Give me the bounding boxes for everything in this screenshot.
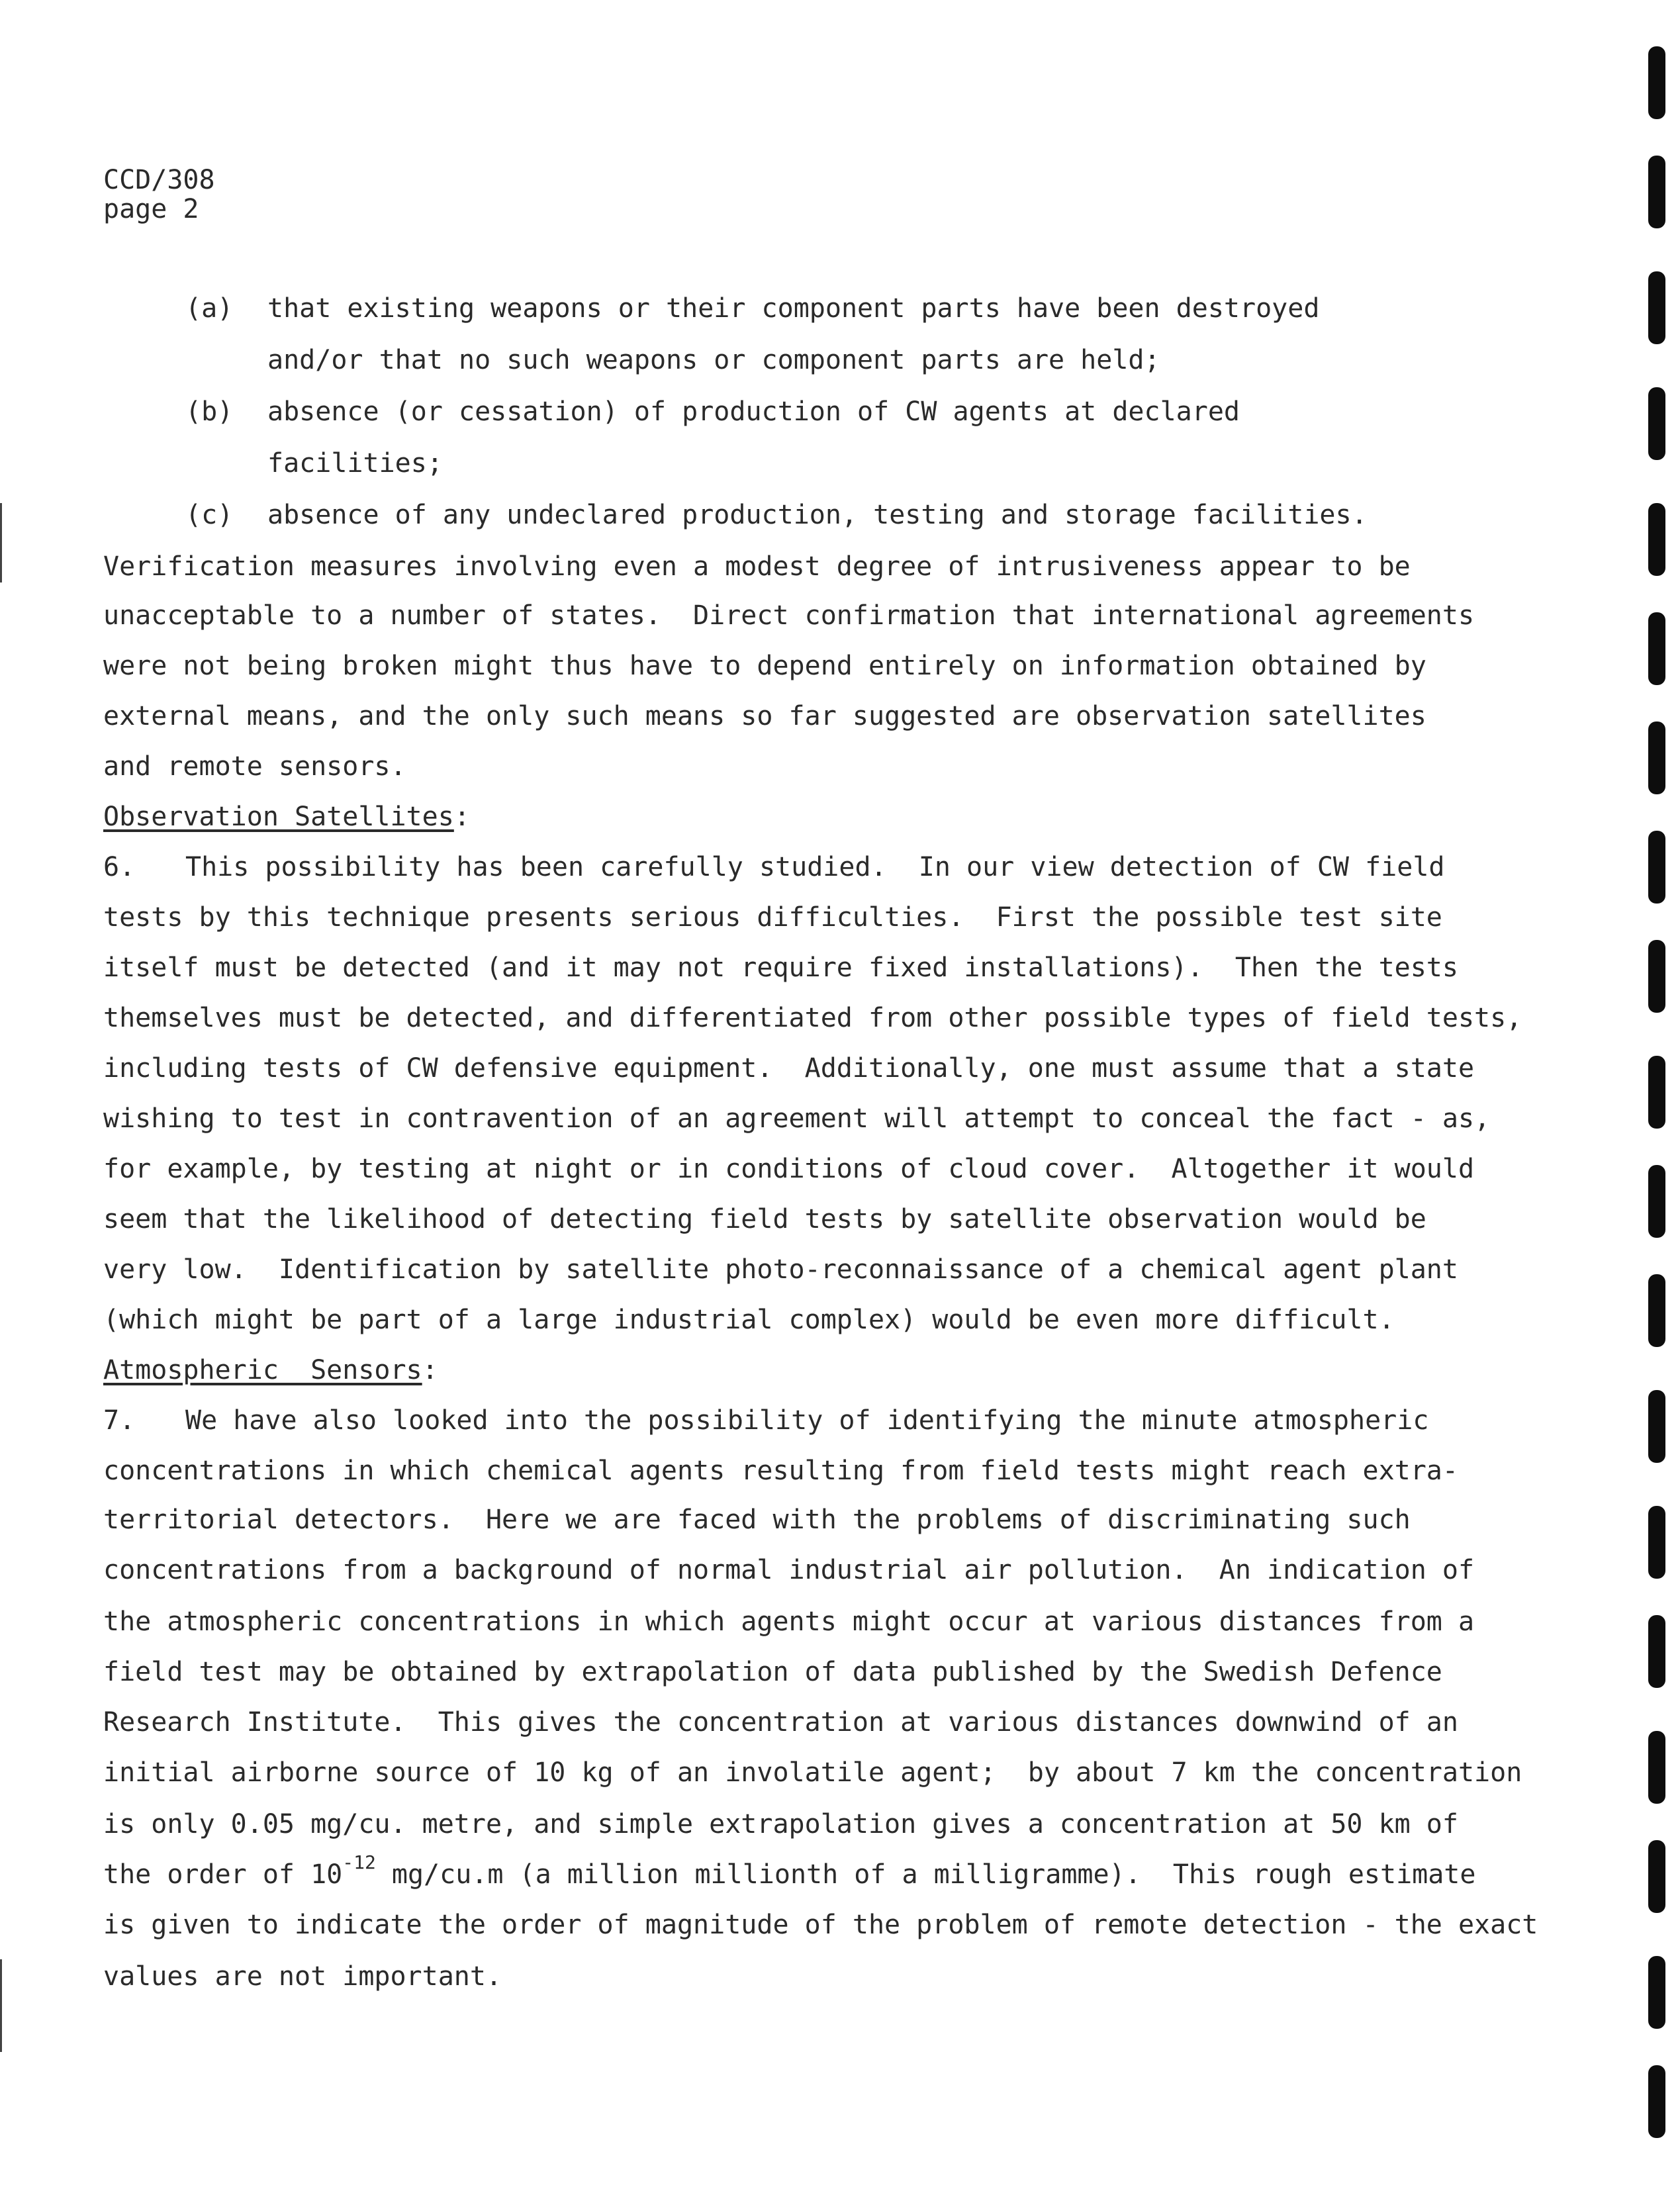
body-line: Research Institute. This gives the concentration at various distances downwind of an	[103, 1707, 1458, 1738]
list-item-a-line: and/or that no such weapons or component parts are held;	[267, 345, 1160, 375]
paragraph-number: 6.	[103, 852, 136, 882]
body-line: This possibility has been carefully studied. In our view detection of CW field	[185, 852, 1445, 882]
body-line: including tests of CW defensive equipment. Additionally, one must assume that a state	[103, 1053, 1475, 1084]
exponent-line-start: the order of 10	[103, 1859, 343, 1890]
body-line: concentrations in which chemical agents resulting from field tests might reach extra-	[103, 1456, 1458, 1486]
body-line: is given to indicate the order of magnitude of the problem of remote detection - the exact	[103, 1910, 1538, 1940]
exponent-superscript: -12	[342, 1851, 376, 1873]
list-marker-c: (c)	[185, 500, 234, 530]
body-line: values are not important.	[103, 1961, 502, 1992]
section-heading-text: Observation Satellites	[103, 802, 454, 832]
binding-punch-mark	[1648, 387, 1665, 460]
page-number: page 2	[103, 194, 199, 224]
doc-reference: CCD/308	[103, 165, 215, 195]
body-line: wishing to test in contravention of an agreement will attempt to conceal the fact - as,	[103, 1103, 1491, 1134]
body-line: itself must be detected (and it may not require fixed installations). Then the tests	[103, 953, 1458, 983]
body-line: seem that the likelihood of detecting field tests by satellite observation would be	[103, 1204, 1426, 1234]
body-line: initial airborne source of 10 kg of an involatile agent; by about 7 km the concentration	[103, 1757, 1522, 1788]
binding-punch-mark	[1648, 721, 1665, 794]
list-item-b-line: facilities;	[267, 448, 443, 479]
body-line: external means, and the only such means so far suggested are observation satellites	[103, 701, 1426, 731]
list-item-b-line: absence (or cessation) of production of CW agents at declared	[267, 396, 1240, 427]
list-marker-b: (b)	[185, 396, 234, 427]
list-marker-a: (a)	[185, 293, 234, 324]
binding-punch-mark	[1648, 1615, 1665, 1688]
binding-punch-mark	[1648, 612, 1665, 685]
body-line: is only 0.05 mg/cu. metre, and simple extrapolation gives a concentration at 50 km of	[103, 1809, 1458, 1839]
body-line: territorial detectors. Here we are faced with the problems of discriminating such	[103, 1505, 1411, 1535]
section-heading-sensors	[103, 1357, 438, 1383]
binding-punch-mark	[1648, 271, 1665, 344]
binding-punch-mark	[1648, 46, 1665, 119]
body-line: Verification measures involving even a modest degree of intrusiveness appear to be	[103, 551, 1411, 582]
body-line: field test may be obtained by extrapolation of data published by the Swedish Defence	[103, 1657, 1442, 1687]
body-line: unacceptable to a number of states. Direct confirmation that international agreements	[103, 600, 1475, 631]
paragraph-number: 7.	[103, 1405, 136, 1436]
binding-punch-mark	[1648, 831, 1665, 904]
body-line: were not being broken might thus have to depend entirely on information obtained by	[103, 651, 1426, 681]
section-heading-satellites	[103, 804, 470, 830]
heading-colon: :	[422, 1355, 438, 1385]
binding-punch-mark	[1648, 940, 1665, 1013]
body-line: themselves must be detected, and differentiated from other possible types of field tests,	[103, 1003, 1522, 1033]
exponent-line-end: mg/cu.m (a million millionth of a milligramme). This rough estimate	[375, 1859, 1476, 1890]
body-line: concentrations from a background of normal industrial air pollution. An indication of	[103, 1555, 1475, 1585]
binding-punch-mark	[1648, 2065, 1665, 2138]
body-line: (which might be part of a large industrial complex) would be even more difficult.	[103, 1305, 1395, 1335]
body-line: the atmospheric concentrations in which agents might occur at various distances from a	[103, 1606, 1475, 1637]
body-line: tests by this technique presents serious difficulties. First the possible test site	[103, 902, 1442, 933]
body-line: and remote sensors.	[103, 751, 406, 782]
heading-colon: :	[453, 802, 470, 832]
body-line: very low. Identification by satellite photo-reconnaissance of a chemical agent plant	[103, 1254, 1458, 1285]
body-line: for example, by testing at night or in conditions of cloud cover. Altogether it would	[103, 1154, 1475, 1184]
body-line-with-exponent	[103, 1851, 1476, 1890]
binding-punch-mark	[1648, 1274, 1665, 1347]
binding-punch-mark	[1648, 156, 1665, 228]
section-heading-text: Atmospheric Sensors	[103, 1355, 422, 1385]
binding-punch-mark	[1648, 1056, 1665, 1129]
binding-punch-mark	[1648, 1390, 1665, 1463]
binding-punch-mark	[1648, 1731, 1665, 1804]
scan-edge-line	[0, 503, 2, 582]
list-item-a-line: that existing weapons or their component parts have been destroyed	[267, 293, 1320, 324]
binding-punch-mark	[1648, 1840, 1665, 1913]
binding-punch-mark	[1648, 1506, 1665, 1579]
scan-edge-line	[0, 1959, 2, 2052]
list-item-c-line: absence of any undeclared production, testing and storage facilities.	[267, 500, 1368, 530]
body-line: We have also looked into the possibility of identifying the minute atmospheric	[185, 1405, 1429, 1436]
binding-punch-mark	[1648, 503, 1665, 576]
binding-punch-mark	[1648, 1165, 1665, 1238]
binding-punch-mark	[1648, 1956, 1665, 2029]
